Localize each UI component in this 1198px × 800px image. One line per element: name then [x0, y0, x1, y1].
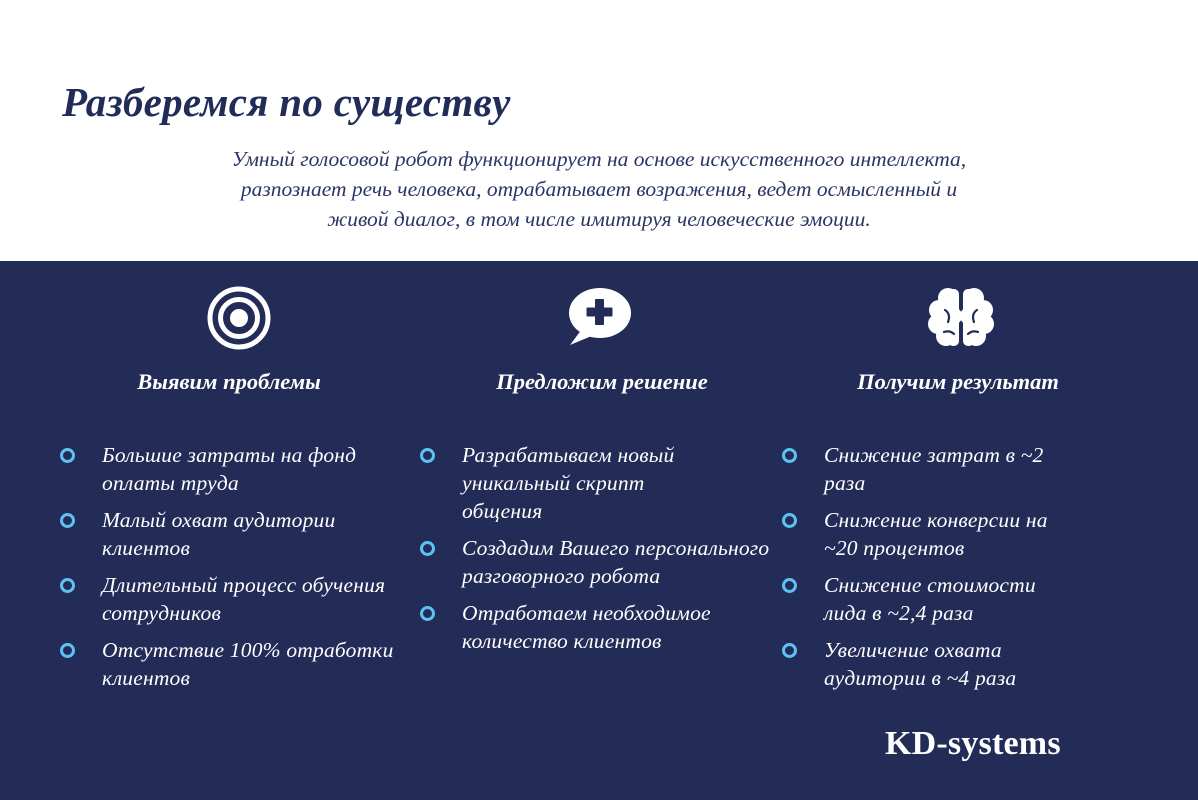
features-panel [0, 261, 1198, 800]
bullet-icon [782, 578, 797, 593]
column-heading: Выявим проблемы [137, 369, 321, 394]
bullet-icon [60, 513, 75, 528]
bullet-icon [60, 643, 75, 658]
list-item: Большие затраты на фонд оплаты труда [60, 441, 422, 497]
list-item: Снижение стоимости лида в ~2,4 раза [782, 571, 1082, 627]
result-list [782, 441, 1082, 701]
bullet-icon [420, 606, 435, 621]
list-item: Отработаем необходимое количество клиентов [420, 599, 782, 655]
list-item: Создадим Вашего персонального разговорного робота [420, 534, 782, 590]
chat-plus-icon [566, 287, 632, 347]
problems-list [60, 441, 422, 701]
bullet-icon [60, 578, 75, 593]
page-subtitle [0, 144, 1198, 234]
list-item: Снижение затрат в ~2 раза [782, 441, 1082, 497]
bullet-icon [782, 513, 797, 528]
subtitle-line: разпознает речь человека, отрабатывает возражения, ведет осмысленный и [240, 177, 958, 201]
subtitle-line: живой диалог, в том числе имитируя человеческие эмоции. [327, 207, 871, 231]
column-heading: Получим результат [857, 369, 1059, 394]
bullet-icon [60, 448, 75, 463]
bullet-icon [782, 643, 797, 658]
brand-logo-text: KD-systems [885, 725, 1061, 762]
brain-icon [926, 286, 996, 350]
target-icon [206, 285, 272, 351]
solution-list [420, 441, 782, 664]
column-heading: Предложим решение [496, 369, 708, 394]
list-item: Разрабатываем новый уникальный скрипт общения [420, 441, 782, 525]
subtitle-line: Умный голосовой робот функционирует на основе искусственного интеллекта, [231, 147, 967, 171]
header-section [0, 0, 1198, 261]
list-item: Длительный процесс обучения сотрудников [60, 571, 422, 627]
bullet-icon [782, 448, 797, 463]
column-solution [420, 261, 780, 800]
list-item: Увеличение охвата аудитории в ~4 раза [782, 636, 1082, 692]
list-item: Отсутствие 100% отработки клиентов [60, 636, 422, 692]
bullet-icon [420, 541, 435, 556]
column-result [782, 261, 1142, 800]
page-title: Разберемся по существу [62, 79, 511, 125]
list-item: Снижение конверсии на ~20 процентов [782, 506, 1082, 562]
list-item: Малый охват аудитории клиентов [60, 506, 422, 562]
column-problems [60, 261, 418, 800]
bullet-icon [420, 448, 435, 463]
